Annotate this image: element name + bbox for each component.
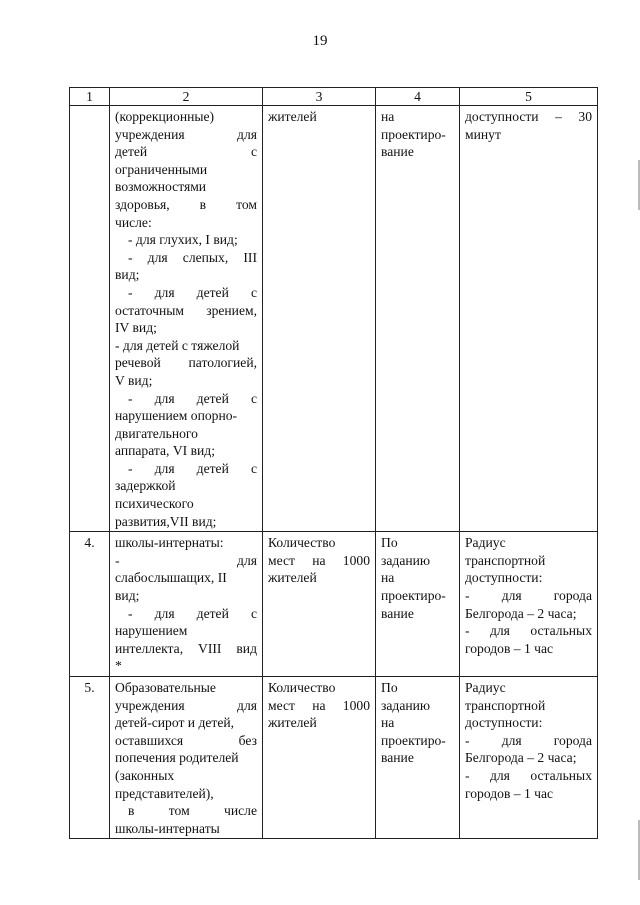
cell-line: минут [465,126,501,142]
table-row [70,532,598,677]
cell-line: развития,VII вид; [115,513,217,529]
cell-line: здоровья, в том [115,196,257,212]
cell-line: городов – 1 час [465,640,554,656]
table-cell-col3 [263,532,376,677]
cell-line: психического [115,496,194,512]
cell-line: детей с [115,144,257,160]
table-row [70,677,598,839]
cell-line: проектиро- [381,126,446,142]
table-cell-col4 [376,532,460,677]
cell-line: вание [381,605,414,621]
header-cell-4: 4 [376,88,460,106]
cell-line: двигательного [115,425,198,441]
cell-line: - для слепых, III [128,249,257,265]
cell-line: в том числе [128,803,257,819]
cell-line: Количество [268,680,336,695]
cell-line: IV вид; [115,320,157,336]
cell-line: вид; [115,588,140,604]
table-cell-col5 [460,106,598,532]
cell-line: - для города [465,588,592,604]
table-cell-col3 [263,677,376,839]
cell-line: городов – 1 час [465,785,554,801]
cell-line: числе: [115,214,152,230]
cell-line: на [381,715,395,731]
cell-line: на [381,109,395,124]
header-cell-2: 2 [110,88,263,106]
cell-line: речевой патологией, [115,355,257,371]
cell-line: Радиус [465,680,506,695]
cell-line: аппарата, VI вид; [115,443,215,459]
cell-line: доступности: [465,570,543,586]
cell-line: доступности: [465,715,543,731]
table-cell-col4 [376,106,460,532]
cell-line: ограниченными [115,161,208,177]
cell-line: вание [381,144,414,160]
row-number: 5. [70,677,110,839]
cell-line: - для города [465,732,592,748]
cell-line: учреждения для [115,126,257,142]
cell-line: Радиус [465,535,506,551]
cell-line: попечения родителей [115,750,239,766]
cell-line: По [381,680,398,695]
table-cell-col3 [263,106,376,532]
cell-line: (законных [115,767,175,783]
cell-line: мест на 1000 [268,697,370,713]
header-cell-3: 3 [263,88,376,106]
cell-line: транспортной [465,697,546,713]
cell-line: - для остальных [465,623,592,639]
table-header-row [70,88,598,106]
cell-line: нарушением [115,623,188,639]
cell-line: заданию [381,552,431,568]
table-cell-col2 [110,106,263,532]
cell-line: доступности – 30 [465,109,592,124]
cell-line: Белгорода – 2 часа; [465,605,577,621]
cell-line: слабослышащих, II [115,570,227,586]
cell-line: (коррекционные) [115,109,215,124]
table-row [70,106,598,532]
header-cell-5: 5 [460,88,598,106]
table-cell-col2 [110,532,263,677]
cell-line: школы-интернаты [115,820,220,836]
cell-line: жителей [268,715,317,731]
cell-line: школы-интернаты: [115,535,224,551]
cell-line: заданию [381,697,431,713]
regulation-table [69,87,598,839]
cell-line: мест на 1000 [268,552,370,568]
cell-line: представителей), [115,785,214,801]
cell-line: интеллекта, VIII вид [115,640,257,656]
cell-line: - для детей с [128,605,257,621]
cell-line: вание [381,750,414,766]
cell-line: жителей [268,109,317,124]
cell-line: детей-сирот и детей, [115,715,235,731]
cell-line: проектиро- [381,588,446,604]
cell-line: - для детей с [128,284,257,300]
table-cell-col5 [460,677,598,839]
header-cell-1: 1 [70,88,110,106]
cell-line: Количество [268,535,336,551]
table-cell-col4 [376,677,460,839]
row-number [70,106,110,532]
cell-line: Образовательные [115,680,216,695]
page-number: 19 [312,33,328,49]
cell-line: - для глухих, I вид; [128,232,238,248]
cell-line: проектиро- [381,732,446,748]
cell-line: оставшихся без [115,732,257,748]
cell-line: - для детей с тяжелой [115,337,240,353]
cell-line: По [381,535,398,551]
cell-line: жителей [268,570,317,586]
table-cell-col5 [460,532,598,677]
row-number: 4. [70,532,110,677]
table-cell-col2 [110,677,263,839]
cell-line: учреждения для [115,697,257,713]
cell-line: - для остальных [465,767,592,783]
cell-line: - для детей с [128,460,257,476]
cell-line: задержкой [115,478,176,494]
cell-line: V вид; [115,372,153,388]
cell-line: транспортной [465,552,546,568]
cell-line: на [381,570,395,586]
cell-line: * [115,658,122,674]
cell-line: возможностями [115,179,207,195]
cell-line: вид; [115,267,140,283]
cell-line: остаточным зрением, [115,302,257,318]
cell-line: Белгорода – 2 часа; [465,750,577,766]
cell-line: - для [115,552,257,568]
cell-line: - для детей с [128,390,257,406]
cell-line: нарушением опорно- [115,408,238,424]
